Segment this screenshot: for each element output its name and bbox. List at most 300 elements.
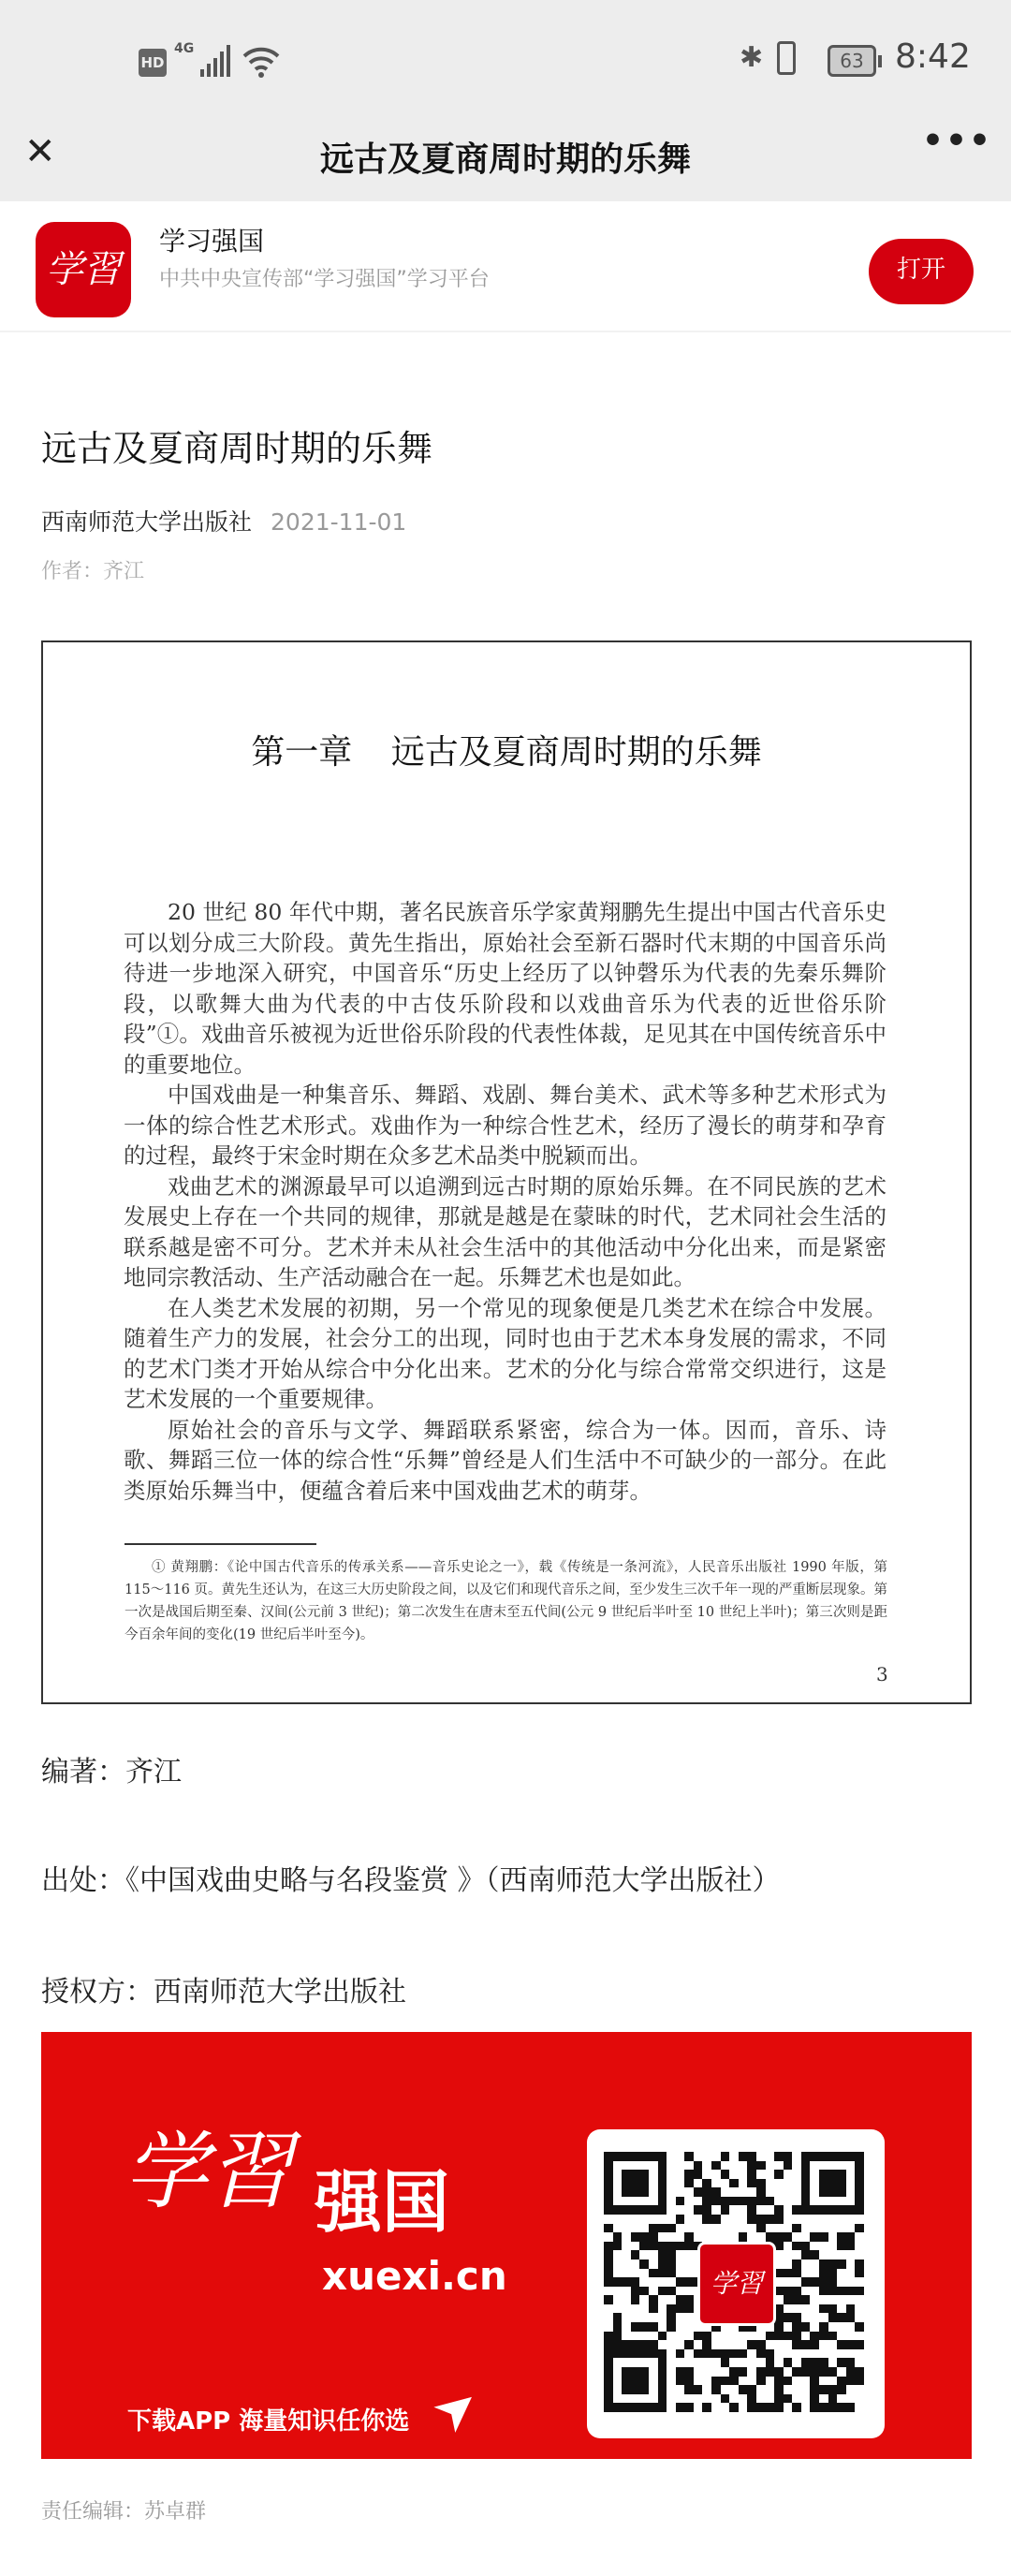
qr-module [729, 2205, 739, 2215]
qr-module [792, 2152, 801, 2161]
qr-module [792, 2161, 801, 2171]
qr-module [792, 2205, 801, 2215]
qr-module [784, 2349, 793, 2359]
qr-module [613, 2358, 623, 2367]
qr-module [739, 2232, 748, 2242]
qr-module [631, 2205, 640, 2215]
qr-module [828, 2170, 838, 2179]
qr-module [828, 2349, 838, 2359]
qr-module [622, 2403, 631, 2412]
qr-module [649, 2250, 658, 2260]
qr-module [631, 2394, 640, 2404]
qr-module [676, 2313, 685, 2322]
qr-module [649, 2179, 658, 2188]
qr-module [819, 2403, 828, 2412]
qr-module [819, 2242, 828, 2251]
qr-module [828, 2287, 838, 2296]
qr-module [828, 2215, 838, 2224]
qr-module [774, 2152, 784, 2161]
qr-module [613, 2260, 623, 2269]
qr-module [649, 2367, 658, 2377]
qr-module [855, 2197, 864, 2206]
qr-module [828, 2394, 838, 2404]
qr-module [784, 2260, 793, 2269]
qr-module [676, 2187, 685, 2197]
qr-module [819, 2377, 828, 2386]
qr-module [846, 2394, 856, 2404]
qr-module [622, 2170, 631, 2179]
qr-module [792, 2269, 801, 2278]
qr-module [819, 2161, 828, 2171]
qr-module [855, 2295, 864, 2304]
qr-module [684, 2242, 694, 2251]
qr-module [631, 2170, 640, 2179]
qr-module [694, 2197, 703, 2206]
qr-module [837, 2322, 846, 2332]
qr-module [639, 2179, 649, 2188]
qr-module [667, 2322, 676, 2332]
qr-module [810, 2242, 819, 2251]
qr-module [631, 2260, 640, 2269]
qr-module [667, 2205, 676, 2215]
qr-module [684, 2304, 694, 2314]
qr-module [819, 2170, 828, 2179]
qr-module [667, 2358, 676, 2367]
qr-module [828, 2332, 838, 2341]
qr-module [784, 2394, 793, 2404]
qr-module [613, 2277, 623, 2287]
qr-module [613, 2295, 623, 2304]
qr-module [639, 2250, 649, 2260]
qr-module [837, 2224, 846, 2233]
qr-module [784, 2152, 793, 2161]
qr-module [639, 2187, 649, 2197]
qr-module [801, 2340, 811, 2349]
qr-module [774, 2161, 784, 2171]
qr-module [729, 2197, 739, 2206]
qr-module [828, 2232, 838, 2242]
qr-module [702, 2367, 711, 2377]
qr-module [837, 2179, 846, 2188]
qr-module [658, 2385, 667, 2394]
qr-module [801, 2170, 811, 2179]
qr-module [747, 2232, 756, 2242]
qr-module [631, 2332, 640, 2341]
qr-module [739, 2215, 748, 2224]
qr-module [756, 2161, 766, 2171]
qr-module [792, 2358, 801, 2367]
qr-module [837, 2205, 846, 2215]
qr-module [739, 2224, 748, 2233]
qr-module [855, 2377, 864, 2386]
qr-module [801, 2277, 811, 2287]
qr-module [684, 2197, 694, 2206]
qr-module [711, 2197, 721, 2206]
qr-module [810, 2187, 819, 2197]
qr-module [658, 2394, 667, 2404]
qr-module [613, 2232, 623, 2242]
qr-module [855, 2224, 864, 2233]
qr-module [684, 2205, 694, 2215]
chapter-heading: 第一章 远古及夏商周时期的乐舞 [251, 733, 762, 772]
qr-module [837, 2295, 846, 2304]
qr-module [711, 2403, 721, 2412]
qr-module [846, 2377, 856, 2386]
qr-module [604, 2170, 613, 2179]
qr-module [837, 2170, 846, 2179]
qr-module [756, 2224, 766, 2233]
qr-module [604, 2242, 613, 2251]
qr-module [819, 2394, 828, 2404]
qr-module [702, 2152, 711, 2161]
qr-module [649, 2224, 658, 2233]
qr-module [747, 2358, 756, 2367]
qr-module [801, 2269, 811, 2278]
qr-module [604, 2403, 613, 2412]
qr-module [631, 2232, 640, 2242]
qr-module [667, 2349, 676, 2359]
qr-module [828, 2179, 838, 2188]
qr-module [667, 2250, 676, 2260]
qr-module [819, 2215, 828, 2224]
qr-module [766, 2197, 775, 2206]
qr-module [784, 2269, 793, 2278]
qr-module [613, 2197, 623, 2206]
qr-module [702, 2385, 711, 2394]
qr-module [639, 2205, 649, 2215]
qr-module [792, 2349, 801, 2359]
qr-module [846, 2215, 856, 2224]
promo-banner[interactable] [41, 2032, 972, 2459]
qr-module [702, 2394, 711, 2404]
responsible-editor: 责任编辑：苏卓群 [41, 2500, 207, 2524]
qr-module [622, 2295, 631, 2304]
qr-module [694, 2232, 703, 2242]
qr-module [639, 2242, 649, 2251]
qr-module [613, 2313, 623, 2322]
qr-module [658, 2269, 667, 2278]
qr-module [837, 2269, 846, 2278]
qr-module [684, 2152, 694, 2161]
qr-module [604, 2313, 613, 2322]
qr-module [676, 2161, 685, 2171]
qr-module [658, 2215, 667, 2224]
clock: 8:42 [895, 37, 971, 76]
qr-module [801, 2187, 811, 2197]
qr-module [658, 2277, 667, 2287]
qr-module [747, 2332, 756, 2341]
qr-module [729, 2385, 739, 2394]
qr-module [810, 2152, 819, 2161]
qr-module [658, 2161, 667, 2171]
qr-module [694, 2152, 703, 2161]
qr-module [639, 2152, 649, 2161]
qr-module [613, 2179, 623, 2188]
qr-module [766, 2377, 775, 2386]
qr-module [604, 2269, 613, 2278]
qr-module [622, 2340, 631, 2349]
qr-module [729, 2224, 739, 2233]
qr-module [604, 2205, 613, 2215]
qr-module [801, 2367, 811, 2377]
qr-module [622, 2385, 631, 2394]
qr-module [837, 2358, 846, 2367]
qr-module [667, 2304, 676, 2314]
qr-module [756, 2215, 766, 2224]
qr-module [837, 2349, 846, 2359]
qr-module [676, 2340, 685, 2349]
qr-module [631, 2358, 640, 2367]
qr-module [684, 2403, 694, 2412]
qr-module [810, 2161, 819, 2171]
qr-module [639, 2215, 649, 2224]
qr-module [639, 2349, 649, 2359]
qr-module [721, 2332, 730, 2341]
qr-module [667, 2313, 676, 2322]
qr-module [649, 2340, 658, 2349]
qr-module [784, 2377, 793, 2386]
qr-module [837, 2385, 846, 2394]
qr-module [766, 2403, 775, 2412]
qr-module [846, 2161, 856, 2171]
qr-module [747, 2349, 756, 2359]
qr-module [855, 2287, 864, 2296]
qr-module [631, 2215, 640, 2224]
qr-module [766, 2394, 775, 2404]
qr-module [855, 2205, 864, 2215]
qr-module [702, 2403, 711, 2412]
qr-module [622, 2197, 631, 2206]
qr-module [639, 2295, 649, 2304]
qr-module [784, 2313, 793, 2322]
qr-module [604, 2152, 613, 2161]
qr-module [801, 2205, 811, 2215]
qr-module [792, 2340, 801, 2349]
app-name: 学习强国 [159, 226, 265, 257]
qr-module [721, 2377, 730, 2386]
qr-module [756, 2170, 766, 2179]
qr-module [774, 2322, 784, 2332]
qr-module [774, 2403, 784, 2412]
qr-module [613, 2304, 623, 2314]
qr-module [792, 2260, 801, 2269]
qr-module [658, 2224, 667, 2233]
qr-module [846, 2287, 856, 2296]
qr-module [756, 2349, 766, 2359]
qr-module [739, 2170, 748, 2179]
qr-module [792, 2197, 801, 2206]
qr-module [837, 2403, 846, 2412]
qr-module [658, 2295, 667, 2304]
qr-module [604, 2349, 613, 2359]
qr-module [649, 2332, 658, 2341]
qr-module [801, 2161, 811, 2171]
qr-module [622, 2358, 631, 2367]
qr-module [604, 2394, 613, 2404]
qr-module [667, 2215, 676, 2224]
qr-module [828, 2205, 838, 2215]
qr-code [587, 2129, 885, 2438]
qr-module [613, 2287, 623, 2296]
qr-module [622, 2215, 631, 2224]
qr-module [846, 2250, 856, 2260]
qr-module [613, 2403, 623, 2412]
qr-module [604, 2161, 613, 2171]
qr-module [846, 2224, 856, 2233]
qr-module [837, 2394, 846, 2404]
qr-module [711, 2224, 721, 2233]
qr-module [846, 2322, 856, 2332]
qr-module [649, 2322, 658, 2332]
qr-module [739, 2367, 748, 2377]
book-page-image [41, 640, 972, 1704]
qr-module [613, 2242, 623, 2251]
qr-module [684, 2367, 694, 2377]
qr-module [801, 2260, 811, 2269]
qr-module [801, 2313, 811, 2322]
qr-module [846, 2152, 856, 2161]
qr-module [837, 2250, 846, 2260]
qr-module [649, 2242, 658, 2251]
qr-module [828, 2358, 838, 2367]
qr-module [631, 2349, 640, 2359]
qr-module [846, 2340, 856, 2349]
qr-module [846, 2385, 856, 2394]
qr-module [622, 2161, 631, 2171]
qr-module [846, 2205, 856, 2215]
qr-module [622, 2332, 631, 2341]
close-icon[interactable]: ✕ [24, 130, 56, 173]
qr-module [702, 2358, 711, 2367]
qr-module [622, 2187, 631, 2197]
qr-module [721, 2340, 730, 2349]
qr-module [801, 2152, 811, 2161]
qr-module [649, 2170, 658, 2179]
qr-module [801, 2287, 811, 2296]
qr-module [639, 2377, 649, 2386]
paragraph: 在人类艺术发展的初期，另一个常见的现象便是几类艺术在综合中发展。随着生产力的发展，社会分工的出现，同时也由于艺术本身发展的需求，不同的艺术门类才开始从综合中分化出来。艺术的分化与综合常常交织进行，这是艺术发展的一个重要规律。 [124, 1294, 886, 1412]
qr-module [604, 2340, 613, 2349]
qr-module [837, 2332, 846, 2341]
qr-module [819, 2385, 828, 2394]
qr-module [649, 2152, 658, 2161]
qr-module [739, 2394, 748, 2404]
qr-module [676, 2367, 685, 2377]
qr-module [837, 2161, 846, 2171]
qr-module [684, 2161, 694, 2171]
qr-logo: 学習 [697, 2242, 776, 2326]
qr-module [801, 2250, 811, 2260]
qr-module [739, 2205, 748, 2215]
qr-module [792, 2224, 801, 2233]
qr-module [756, 2197, 766, 2206]
qr-module [837, 2187, 846, 2197]
qr-module [810, 2322, 819, 2332]
qr-module [613, 2170, 623, 2179]
qr-module [801, 2224, 811, 2233]
qr-module [658, 2332, 667, 2341]
qr-module [828, 2197, 838, 2206]
open-app-button[interactable]: 打开 [869, 239, 974, 304]
qr-module [639, 2332, 649, 2341]
qr-module [676, 2295, 685, 2304]
qr-module [784, 2304, 793, 2314]
qr-module [667, 2332, 676, 2341]
qr-module [792, 2250, 801, 2260]
qr-module [747, 2170, 756, 2179]
qr-module [639, 2403, 649, 2412]
qr-module [649, 2377, 658, 2386]
qr-module [766, 2179, 775, 2188]
qr-module [613, 2349, 623, 2359]
qr-module [729, 2152, 739, 2161]
qr-module [694, 2385, 703, 2394]
qr-module [810, 2367, 819, 2377]
qr-module [766, 2358, 775, 2367]
qr-module [766, 2340, 775, 2349]
qr-module [622, 2242, 631, 2251]
qr-module [631, 2295, 640, 2304]
qr-module [676, 2332, 685, 2341]
qr-module [792, 2232, 801, 2242]
qr-module [810, 2287, 819, 2296]
qr-module [649, 2260, 658, 2269]
qr-module [721, 2187, 730, 2197]
qr-module [810, 2332, 819, 2341]
qr-module [747, 2224, 756, 2233]
qr-module [613, 2332, 623, 2341]
licensor: 授权方：西南师范大学出版社 [41, 1976, 406, 2009]
qr-module [702, 2232, 711, 2242]
qr-module [819, 2187, 828, 2197]
qr-module [855, 2349, 864, 2359]
qr-module [747, 2152, 756, 2161]
qr-module [837, 2287, 846, 2296]
qr-module [667, 2197, 676, 2206]
qr-module [639, 2224, 649, 2233]
qr-module [819, 2313, 828, 2322]
qr-module [676, 2250, 685, 2260]
page-body [124, 897, 886, 1506]
qr-module [604, 2377, 613, 2386]
qr-module [658, 2304, 667, 2314]
qr-module [828, 2260, 838, 2269]
qr-module [855, 2340, 864, 2349]
qr-module [784, 2197, 793, 2206]
qr-module [631, 2224, 640, 2233]
qr-module [649, 2349, 658, 2359]
qr-module [846, 2197, 856, 2206]
qr-module [684, 2332, 694, 2341]
qr-module [729, 2367, 739, 2377]
more-icon[interactable]: ••• [922, 122, 993, 160]
qr-module [649, 2394, 658, 2404]
qr-module [837, 2152, 846, 2161]
qr-module [649, 2232, 658, 2242]
qr-module [810, 2340, 819, 2349]
qr-module [729, 2358, 739, 2367]
qr-module [819, 2367, 828, 2377]
qr-module [756, 2205, 766, 2215]
qr-module [846, 2304, 856, 2314]
qr-module [747, 2187, 756, 2197]
qr-module [801, 2394, 811, 2404]
qr-module [631, 2277, 640, 2287]
qr-module [837, 2313, 846, 2322]
qr-module [801, 2385, 811, 2394]
qr-module [837, 2260, 846, 2269]
qr-module [676, 2179, 685, 2188]
